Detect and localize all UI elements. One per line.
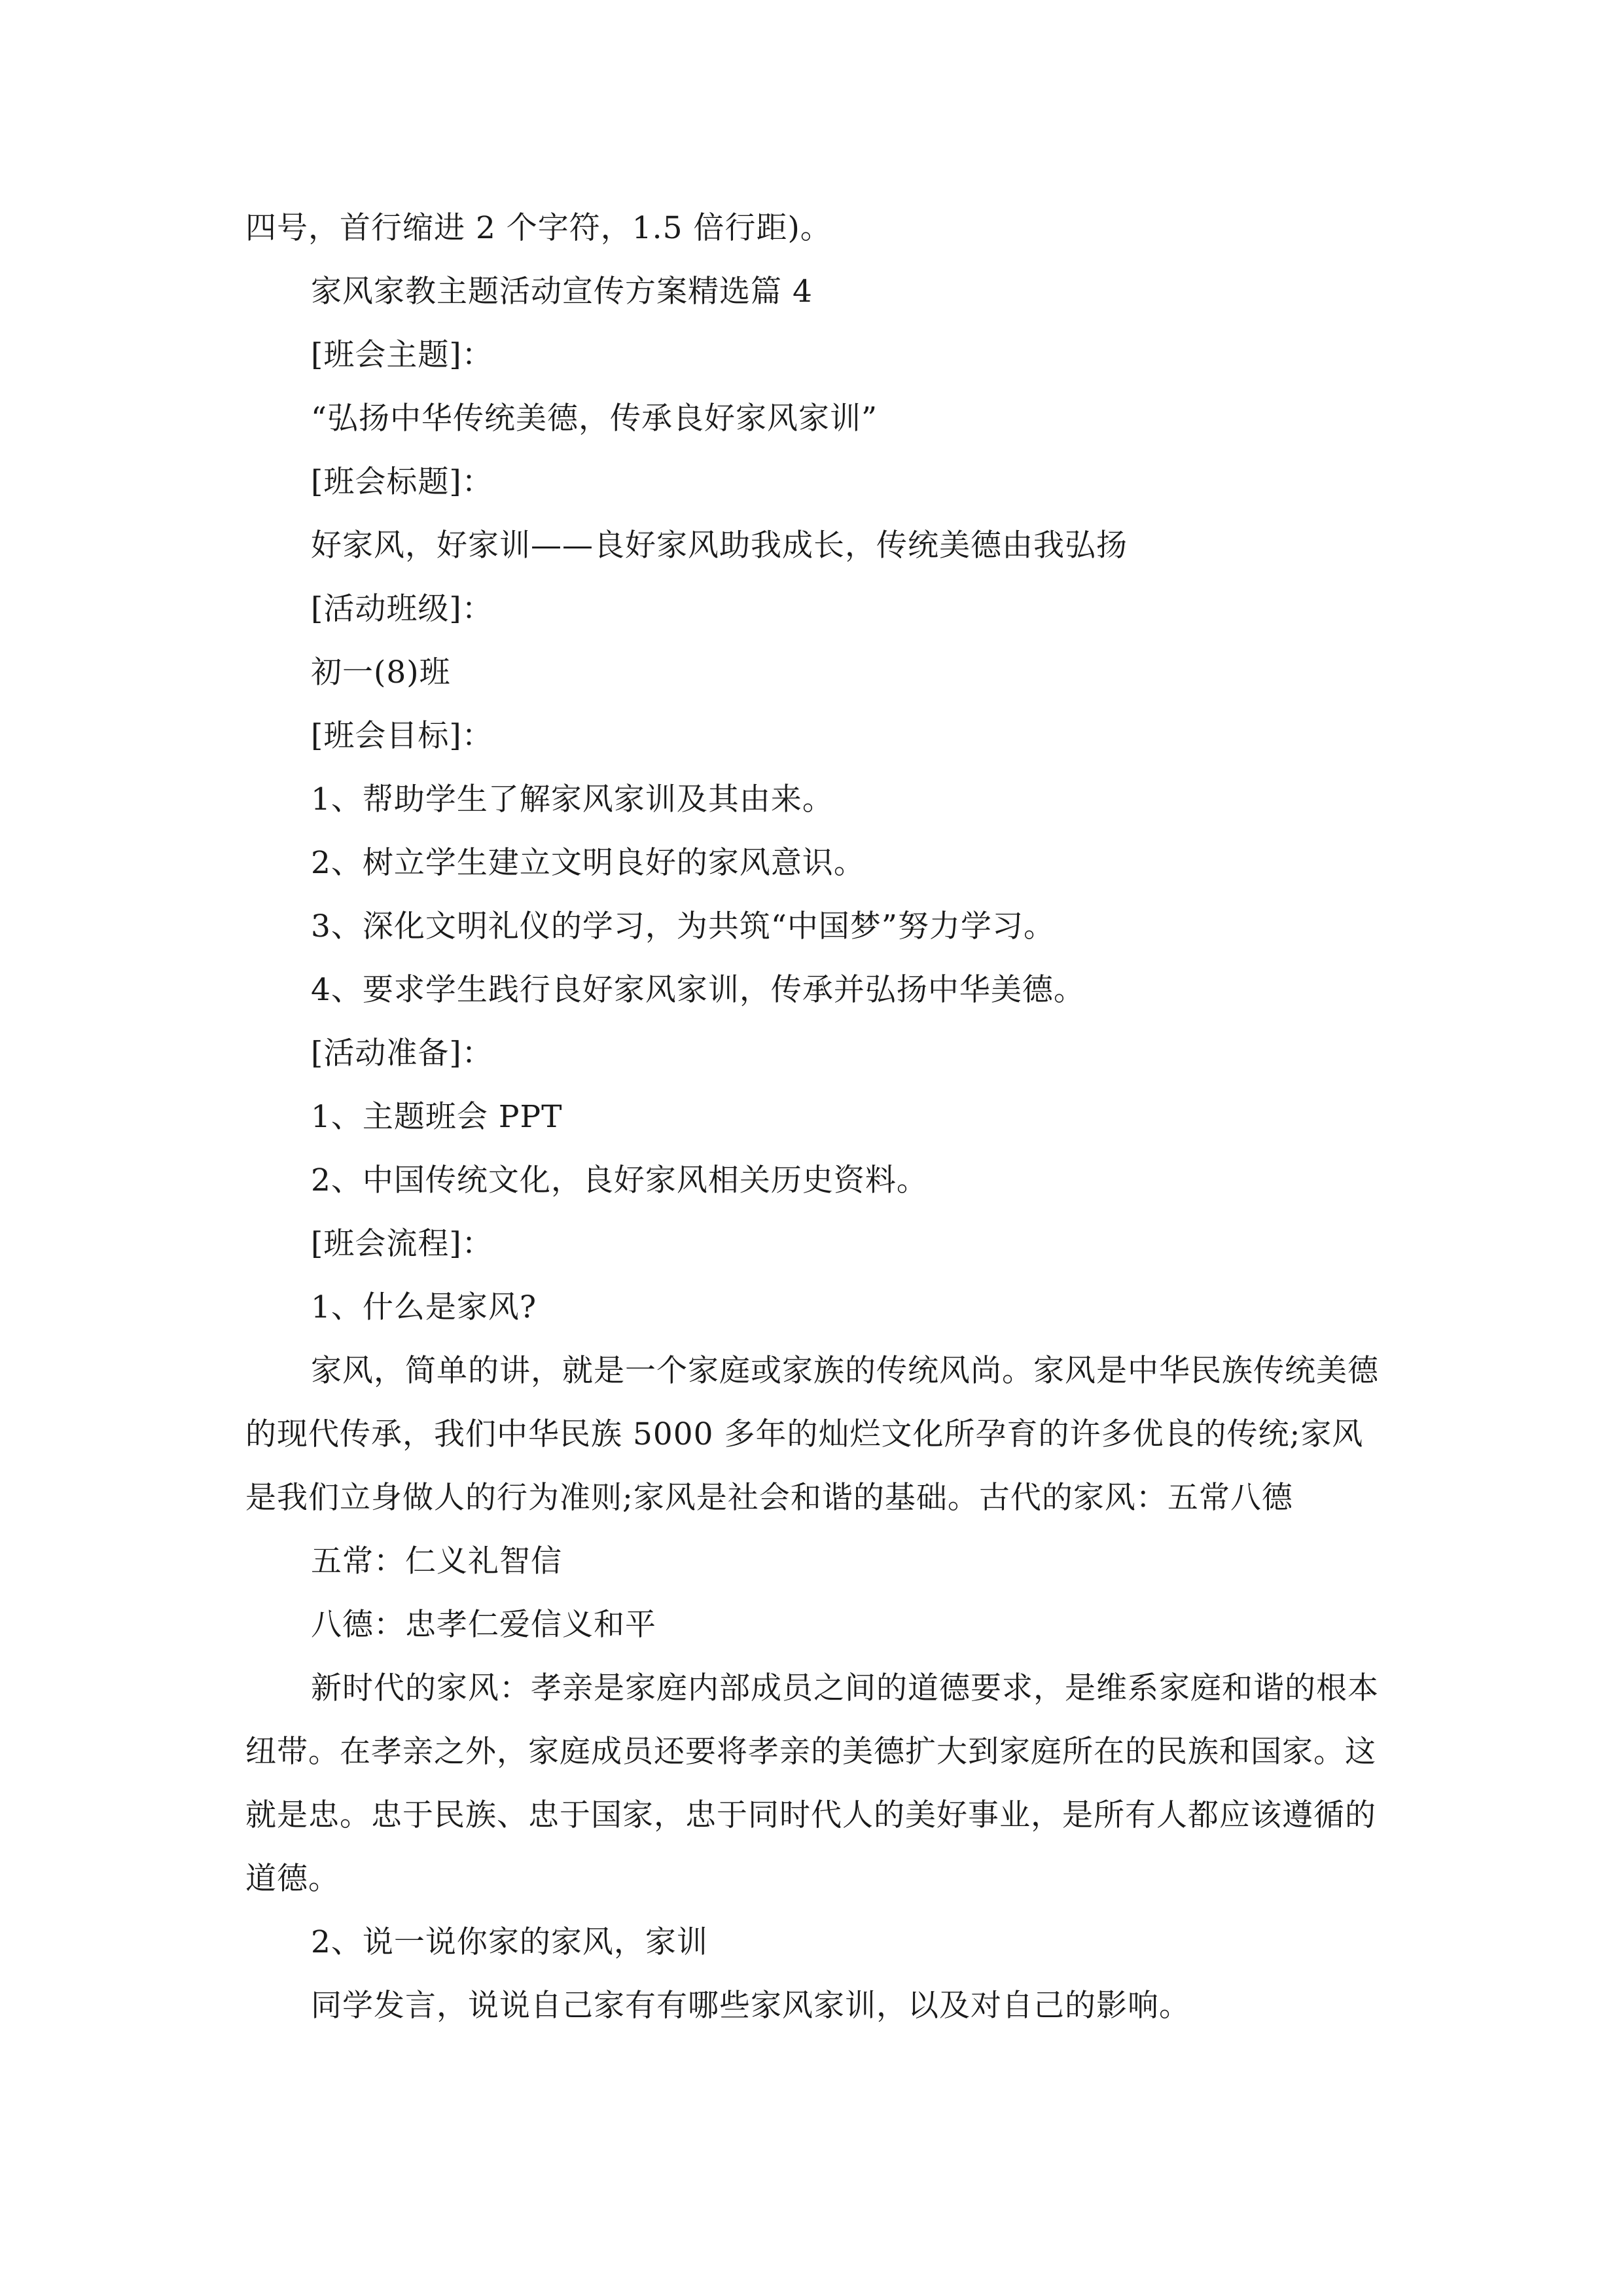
- class-theme-text: “弘扬中华传统美德，传承良好家风家训”: [311, 401, 878, 437]
- goal-item: 3、深化文明礼仪的学习，为共筑“中国梦”努力学习。: [311, 908, 1055, 944]
- process-step-heading: 2、说一说你家的家风，家训: [311, 1924, 708, 1960]
- process-step-heading: 1、什么是家风?: [311, 1289, 537, 1325]
- document-body: [245, 196, 1379, 2037]
- section-heading: 家风家教主题活动宣传方案精选篇 4: [311, 274, 813, 310]
- label-class-theme: [班会主题]：: [311, 337, 493, 373]
- label-activity-class: [活动班级]：: [311, 591, 493, 627]
- body-line: 五常：仁义礼智信: [311, 1543, 562, 1579]
- prep-item: 1、主题班会 PPT: [311, 1099, 563, 1135]
- label-activity-prep: [活动准备]：: [311, 1035, 493, 1071]
- body-line: 八德：忠孝仁爱信义和平: [311, 1607, 656, 1643]
- paragraph-format-note: 四号，首行缩进 2 个字符，1.5 倍行距)。: [245, 210, 832, 246]
- body-line: 同学发言，说说自己家有有哪些家风家训，以及对自己的影响。: [311, 1988, 1190, 2024]
- prep-item: 2、中国传统文化，良好家风相关历史资料。: [311, 1162, 928, 1198]
- label-class-title: [班会标题]：: [311, 464, 493, 500]
- label-class-process: [班会流程]：: [311, 1226, 493, 1262]
- goal-item: 1、帮助学生了解家风家训及其由来。: [311, 781, 834, 817]
- body-paragraph: 家风，简单的讲，就是一个家庭或家族的传统风尚。家风是中华民族传统美德的现代传承，我们中华民族 5000 多年的灿烂文化所孕育的许多优良的传统;家风是我们立身做人的行为准则;家风是社会和谐的基础。古代的家风：五常八德: [245, 1353, 1379, 1516]
- class-title-text: 好家风，好家训——良好家风助我成长，传统美德由我弘扬: [311, 528, 1128, 564]
- body-paragraph: 新时代的家风：孝亲是家庭内部成员之间的道德要求，是维系家庭和谐的根本纽带。在孝亲之外，家庭成员还要将孝亲的美德扩大到家庭所在的民族和国家。这就是忠。忠于民族、忠于国家，忠于同时代人的美好事业，是所有人都应该遵循的道德。: [245, 1670, 1379, 1897]
- label-class-goals: [班会目标]：: [311, 718, 493, 754]
- goal-item: 2、树立学生建立文明良好的家风意识。: [311, 845, 865, 881]
- activity-class-text: 初一(8)班: [311, 655, 451, 691]
- goal-item: 4、要求学生践行良好家风家训，传承并弘扬中华美德。: [311, 972, 1085, 1008]
